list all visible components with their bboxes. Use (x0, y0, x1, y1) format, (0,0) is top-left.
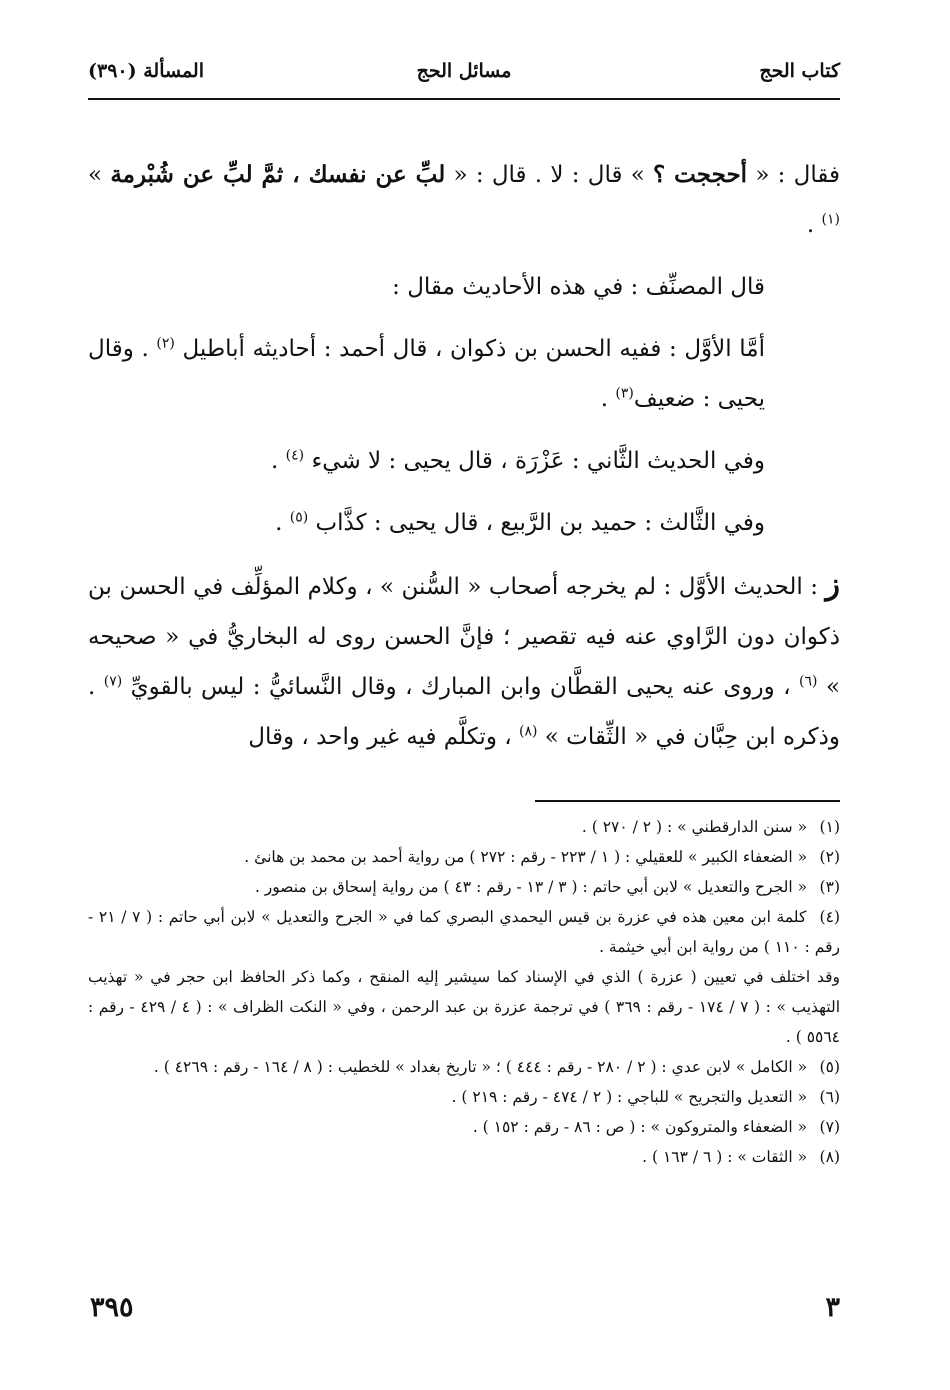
footnote-text: « الضعفاء والمتروكون » : ( ص : ٨٦ - رقم : ١٥٢ ) . (472, 1118, 808, 1136)
text-run: . وقال يحيى : ضعيف (88, 336, 765, 412)
footnote-5 (88, 1052, 840, 1082)
paragraph-6 (88, 560, 840, 762)
footnote-number: (٤) (819, 908, 840, 926)
main-text (88, 150, 840, 762)
paragraph-3 (88, 324, 840, 424)
page-number: ٣٩٥ (90, 1292, 134, 1323)
text-run: ، وتكلَّم فيه غير واحد ، وقال (248, 724, 519, 750)
footnote-number: (٢) (819, 848, 840, 866)
footnote-8 (88, 1142, 840, 1172)
footnote-7 (88, 1112, 840, 1142)
footnote-text: « سنن الدارقطني » : ( ٢ / ٢٧٠ ) . (581, 818, 808, 836)
footnote-1 (88, 812, 840, 842)
text-run: . وذكره ابن حِبَّان في « الثِّقات » (88, 674, 840, 750)
footnote-2 (88, 842, 840, 872)
footnote-number: (٧) (819, 1118, 840, 1136)
footnote-number: (٥) (819, 1058, 840, 1076)
paragraph-1 (88, 150, 840, 250)
text-run: . (600, 386, 616, 412)
volume-page-number: ٣ (825, 1292, 840, 1323)
text-run: ، وروى عنه يحيى القطَّان وابن المبارك ، وقال النَّسائيُّ : ليس بالقويِّ (130, 674, 800, 700)
footnote-ref-6[interactable]: (٦) (799, 673, 818, 690)
footnote-ref-4[interactable]: (٤) (285, 447, 305, 464)
text-run: : الحديث الأوَّل : لم يخرجه أصحاب « السُّنن » ، وكلام المؤلِّف في الحسن بن ذكوان دون الرَّاوي عنه فيه تقصير ؛ فإنَّ الحسن روى له البخاريُّ في « صحيحه » (88, 574, 841, 700)
footnote-text: « الثقات » : ( ٦ / ١٦٣ ) . (642, 1148, 808, 1166)
text-run: فقال : « (747, 162, 841, 188)
footnote-ref-3[interactable]: (٣) (615, 385, 634, 402)
running-header (88, 52, 840, 94)
text-run: » (88, 162, 111, 188)
text-run: . (806, 212, 822, 238)
text-run: . (275, 510, 290, 536)
footnote-4-continuation (88, 962, 840, 1052)
footnote-number: (٨) (819, 1148, 840, 1166)
footnote-6 (88, 1082, 840, 1112)
footnote-text: وقد اختلف في تعيين ( عزرة ) الذي في الإسناد كما سيشير إليه المنقح ، وكما ذكر الحافظ ابن حجر في « تهذيب التهذيب » : ( ٧ / ١٧٤ - رقم : ٣٦٩ ) في ترجمة عزرة بن عبد الرحمن ، وفي « النكت الظراف » : ( ٤ / ٤٢٩ - رقم : ٥٥٦٤ ) . (88, 968, 841, 1046)
footnote-number: (٦) (819, 1088, 840, 1106)
footnote-ref-7[interactable]: (٧) (103, 673, 123, 690)
footnote-text: كلمة ابن معين هذه في عزرة بن قيس اليحمدي البصري كما في « الجرح والتعديل » لابن أبي حاتم : ( ٧ / ٢١ - رقم : ١١٠ ) من رواية ابن أبي خيثمة . (88, 908, 840, 956)
footnote-ref-1[interactable]: (١) (821, 211, 840, 228)
footnote-rule (535, 800, 840, 802)
footnote-text: « التعديل والتجريح » للباجي : ( ٢ / ٤٧٤ - رقم : ٢١٩ ) . (451, 1088, 808, 1106)
footnote-number: (١) (819, 818, 840, 836)
footnote-text: « الضعفاء الكبير » للعقيلي : ( ١ / ٢٢٣ - رقم : ٢٧٢ ) من رواية أحمد بن محمد بن هانئ . (244, 848, 808, 866)
footnote-4 (88, 902, 840, 962)
footnote-number: (٣) (819, 878, 840, 896)
footnotes (88, 812, 840, 1172)
quoted-bold: أحججت ؟ (653, 161, 748, 188)
editor-mark: ز (825, 567, 840, 602)
footnote-text: « الكامل » لابن عدي : ( ٢ / ٢٨٠ - رقم : ٤٤٤ ) ؛ « تاريخ بغداد » للخطيب : ( ٨ / ١٦٤ - رقم : ٤٢٦٩ ) . (153, 1058, 808, 1076)
header-issue-number: المسألة (٣٩٠) (88, 60, 204, 82)
header-rule (88, 98, 840, 100)
footnote-ref-5[interactable]: (٥) (289, 509, 309, 526)
paragraph-4 (88, 436, 840, 486)
text-run: . (271, 448, 286, 474)
text-run: » قال : لا . قال : « (445, 162, 654, 188)
quoted-bold: لبِّ عن نفسك ، ثمَّ لبِّ عن شُبْرمة (110, 161, 446, 188)
header-chapter-title: مسائل الحج (416, 60, 512, 82)
text-run: وفي الحديث الثَّاني : عَزْرَة ، قال يحيى : لا شيء (311, 448, 765, 474)
footnote-3 (88, 872, 840, 902)
paragraph-5 (88, 498, 840, 548)
header-book-title: كتاب الحج (759, 60, 840, 82)
footnote-ref-8[interactable]: (٨) (519, 723, 538, 740)
text-run: وفي الثَّالث : حميد بن الرَّبيع ، قال يحيى : كذَّاب (315, 510, 765, 536)
footnote-ref-2[interactable]: (٢) (156, 335, 175, 352)
text-run: أمَّا الأوَّل : ففيه الحسن بن ذكوان ، قال أحمد : أحاديثه أباطيل (182, 336, 765, 362)
paragraph-2: قال المصنِّف : في هذه الأحاديث مقال : (392, 274, 765, 300)
footnote-text: « الجرح والتعديل » لابن أبي حاتم : ( ٣ / ١٣ - رقم : ٤٣ ) من رواية إسحاق بن منصور . (254, 878, 808, 896)
